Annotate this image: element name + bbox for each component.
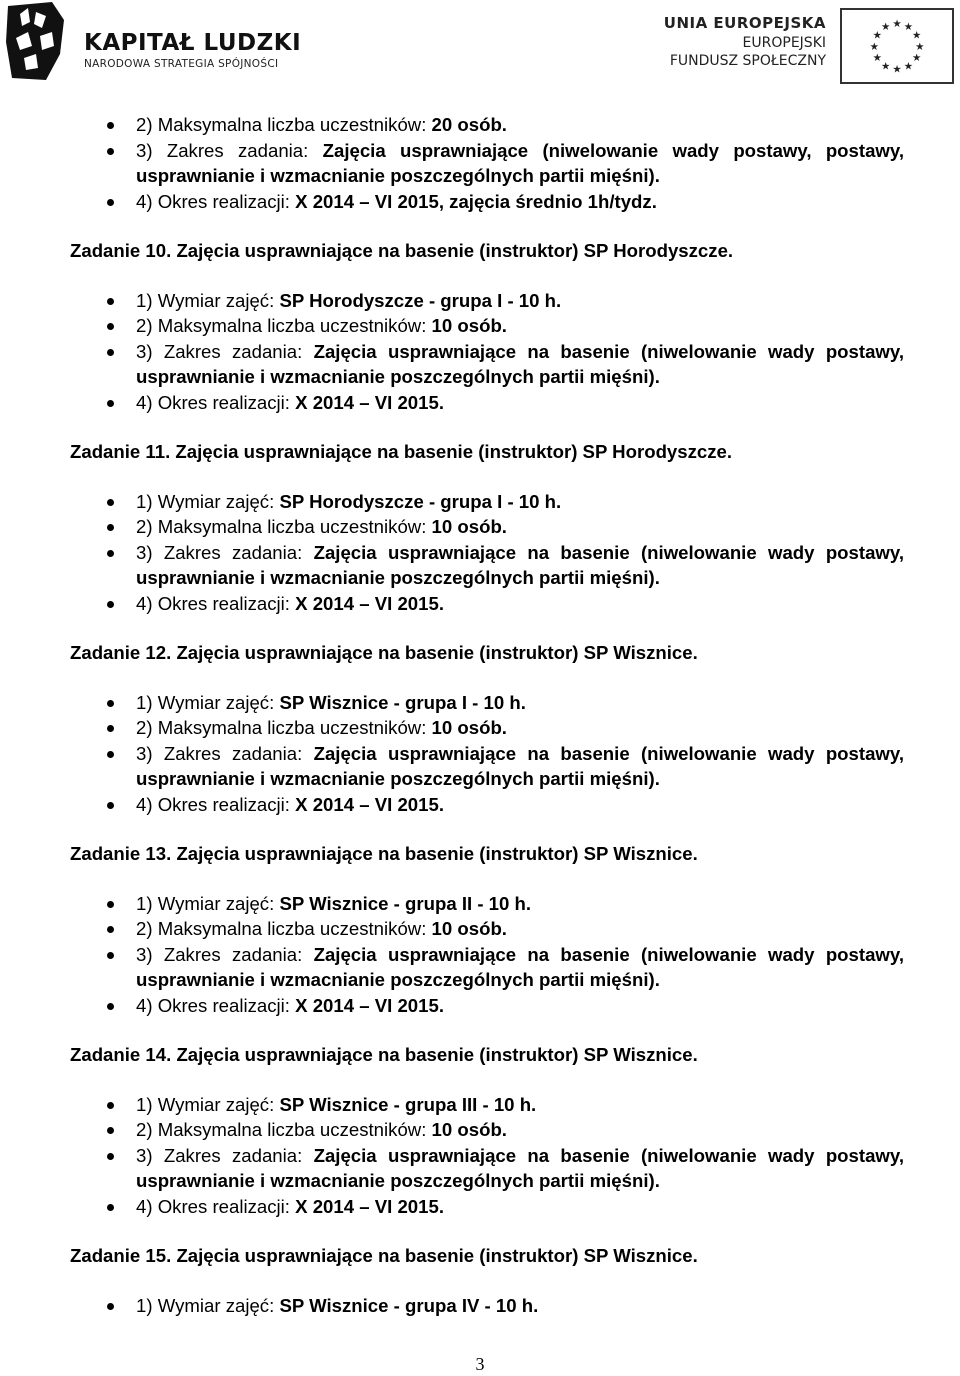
- kapital-ludzki-subtitle: NARODOWA STRATEGIA SPÓJNOŚCI: [84, 58, 279, 70]
- list-item: [136, 690, 904, 716]
- item-value: 10 osób.: [431, 315, 507, 336]
- eu-star-icon: ★: [872, 52, 882, 65]
- list-item: [136, 1293, 904, 1319]
- eu-star-icon: ★: [892, 63, 902, 76]
- list-item: [136, 514, 904, 540]
- item-label: 1) Wymiar zajęć:: [136, 892, 280, 914]
- list-item: [136, 891, 904, 917]
- item-label: 1) Wymiar zajęć:: [136, 691, 280, 713]
- page-header: [0, 0, 960, 92]
- eu-line-1: UNIA EUROPEJSKA: [663, 14, 826, 32]
- item-value: Zajęcia usprawniające na basenie (niwelowanie wady postawy, usprawnianie i wzmacnianie poszczególnych partii mięśni).: [136, 943, 904, 990]
- item-label: 2) Maksymalna liczba uczestników:: [136, 114, 432, 135]
- task-heading: Zadanie 11. Zajęcia usprawniające na basenie (instruktor) SP Horodyszcze.: [70, 441, 733, 462]
- page-number: 3: [475, 1354, 485, 1374]
- list-item: [136, 489, 904, 515]
- item-value: 20 osób.: [431, 114, 507, 135]
- item-label: 4) Okres realizacji:: [136, 190, 296, 212]
- item-label: 4) Okres realizacji:: [136, 793, 296, 815]
- item-value: X 2014 – VI 2015.: [295, 391, 444, 413]
- item-value: X 2014 – VI 2015.: [295, 793, 444, 815]
- list-item: [136, 540, 904, 591]
- item-label: 3) Zakres zadania:: [136, 742, 314, 764]
- item-value: Zajęcia usprawniające na basenie (niwelowanie wady postawy, usprawnianie i wzmacnianie poszczególnych partii mięśni).: [136, 541, 904, 588]
- list-item: [136, 942, 904, 993]
- item-label: 1) Wymiar zajęć:: [136, 289, 280, 311]
- list-item: [136, 916, 904, 942]
- item-value: SP Wisznice - grupa I - 10 h.: [279, 691, 526, 713]
- item-label: 3) Zakres zadania:: [136, 1144, 314, 1166]
- item-value: 10 osób.: [431, 918, 507, 939]
- item-value: Zajęcia usprawniające na basenie (niwelowanie wady postawy, usprawnianie i wzmacnianie poszczególnych partii mięśni).: [136, 742, 904, 789]
- item-label: 2) Maksymalna liczba uczestników:: [136, 1119, 432, 1140]
- item-value: Zajęcia usprawniające (niwelowanie wady postawy, postawy, usprawnianie i wzmacnianie poszczególnych partii mięśni).: [136, 139, 905, 186]
- item-label: 3) Zakres zadania:: [136, 139, 323, 161]
- task-heading: Zadanie 14. Zajęcia usprawniające na basenie (instruktor) SP Wisznice.: [70, 1044, 698, 1065]
- eu-star-icon: ★: [880, 21, 891, 34]
- eu-star-icon: ★: [903, 60, 914, 73]
- eu-star-icon: ★: [869, 40, 879, 53]
- eu-star-icon: ★: [880, 60, 891, 73]
- item-label: 2) Maksymalna liczba uczestników:: [136, 717, 432, 738]
- eu-flag-icon: [840, 8, 954, 84]
- item-value: 10 osób.: [431, 717, 507, 738]
- item-label: 1) Wymiar zajęć:: [136, 490, 280, 512]
- eu-star-icon: ★: [915, 40, 925, 53]
- item-value: SP Horodyszcze - grupa I - 10 h.: [279, 490, 562, 512]
- eu-star-icon: ★: [912, 52, 922, 65]
- kapital-ludzki-logo-icon: [6, 2, 66, 82]
- task-heading: Zadanie 15. Zajęcia usprawniające na basenie (instruktor) SP Wisznice.: [70, 1245, 698, 1266]
- item-label: 4) Okres realizacji:: [136, 994, 296, 1016]
- item-label: 4) Okres realizacji:: [136, 592, 296, 614]
- list-item: [136, 1194, 904, 1220]
- item-value: 10 osób.: [431, 1119, 507, 1140]
- list-item: [136, 189, 904, 215]
- list-item: [136, 741, 904, 792]
- list-item: [136, 1143, 904, 1194]
- item-label: 2) Maksymalna liczba uczestników:: [136, 315, 432, 336]
- list-item: [136, 715, 904, 741]
- eu-line-3: FUNDUSZ SPOŁECZNY: [669, 53, 826, 69]
- item-value: Zajęcia usprawniające na basenie (niwelowanie wady postawy, usprawnianie i wzmacnianie poszczególnych partii mięśni).: [136, 1144, 904, 1191]
- list-item: [136, 288, 904, 314]
- list-item: [136, 591, 904, 617]
- eu-star-icon: ★: [872, 29, 882, 42]
- eu-line-2: EUROPEJSKI: [742, 35, 826, 51]
- list-item: [136, 112, 904, 138]
- kapital-ludzki-title: KAPITAŁ LUDZKI: [84, 30, 302, 56]
- document-body: [0, 112, 960, 1318]
- list-item: [136, 313, 904, 339]
- list-item: [136, 792, 904, 818]
- item-value: X 2014 – VI 2015.: [295, 994, 444, 1016]
- item-value: SP Wisznice - grupa II - 10 h.: [279, 892, 532, 914]
- eu-star-icon: ★: [912, 29, 922, 42]
- eu-logo-text: [664, 14, 826, 69]
- task-heading: Zadanie 13. Zajęcia usprawniające na basenie (instruktor) SP Wisznice.: [70, 843, 698, 864]
- item-value: SP Horodyszcze - grupa I - 10 h.: [279, 289, 562, 311]
- list-item: [136, 138, 904, 189]
- list-item: [136, 1117, 904, 1143]
- item-value: X 2014 – VI 2015, zajęcia średnio 1h/tydz.: [295, 190, 657, 212]
- item-label: 2) Maksymalna liczba uczestników:: [136, 516, 432, 537]
- eu-star-icon: ★: [903, 21, 914, 34]
- item-label: 1) Wymiar zajęć:: [136, 1093, 280, 1115]
- list-item: [136, 390, 904, 416]
- list-item: [136, 993, 904, 1019]
- item-label: 1) Wymiar zajęć:: [136, 1294, 280, 1316]
- item-label: 3) Zakres zadania:: [136, 541, 314, 563]
- item-value: SP Wisznice - grupa IV - 10 h.: [279, 1294, 539, 1316]
- item-value: 10 osób.: [431, 516, 507, 537]
- item-label: 2) Maksymalna liczba uczestników:: [136, 918, 432, 939]
- item-value: X 2014 – VI 2015.: [295, 1195, 444, 1217]
- task-heading: Zadanie 12. Zajęcia usprawniające na basenie (instruktor) SP Wisznice.: [70, 642, 698, 663]
- eu-star-icon: ★: [892, 18, 902, 31]
- item-label: 4) Okres realizacji:: [136, 1195, 296, 1217]
- item-label: 4) Okres realizacji:: [136, 391, 296, 413]
- list-item: [136, 1092, 904, 1118]
- item-value: SP Wisznice - grupa III - 10 h.: [279, 1093, 537, 1115]
- task-heading: Zadanie 10. Zajęcia usprawniające na basenie (instruktor) SP Horodyszcze.: [70, 240, 734, 261]
- list-item: [136, 339, 904, 390]
- item-label: 3) Zakres zadania:: [136, 340, 314, 362]
- item-value: X 2014 – VI 2015.: [295, 592, 444, 614]
- item-label: 3) Zakres zadania:: [136, 943, 314, 965]
- item-value: Zajęcia usprawniające na basenie (niwelowanie wady postawy, usprawnianie i wzmacnianie poszczególnych partii mięśni).: [136, 340, 904, 387]
